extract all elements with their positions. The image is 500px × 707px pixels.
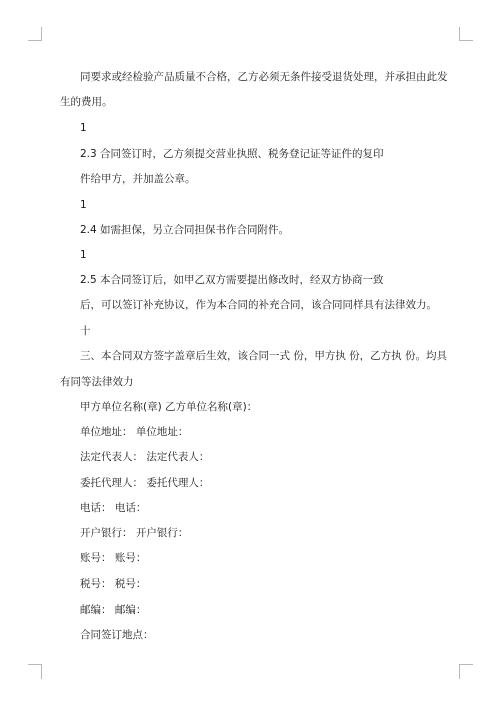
text-line-6: 1 bbox=[80, 199, 87, 211]
text-line-1: 同要求或经检验产品质量不合格，乙方必须无条件接受退货处理，并承担由此发 bbox=[80, 71, 448, 83]
text-line-2: 生的费用。 bbox=[60, 96, 113, 108]
text-line-10: 后，可以签订补充协议，作为本合同的补充合同，该合同同样具有法律效力。 bbox=[80, 299, 437, 311]
crop-mark-bottom-right bbox=[459, 664, 473, 679]
text-line-12: 三、本合同双方签字盖章后生效，该合同一式 份，甲方执 份，乙方执 份。均具 bbox=[80, 350, 448, 362]
text-line-16: 法定代表人： 法定代表人： bbox=[80, 451, 210, 463]
text-line-9: 2.5 本合同签订后，如甲乙双方需要提出修改时，经双方协商一致 bbox=[80, 274, 384, 286]
text-line-14: 甲方单位名称(章) 乙方单位名称(章)： bbox=[80, 401, 258, 413]
text-line-19: 开户银行： 开户银行： bbox=[80, 527, 189, 539]
text-line-11: 十 bbox=[80, 325, 91, 337]
crop-mark-top-right bbox=[459, 27, 473, 41]
text-line-13: 有同等法律效力 bbox=[60, 376, 134, 388]
text-line-15: 单位地址： 单位地址： bbox=[80, 426, 189, 438]
text-line-21: 税号： 税号： bbox=[80, 578, 147, 590]
text-line-18: 电话： 电话： bbox=[80, 502, 147, 514]
crop-mark-bottom-left bbox=[28, 664, 42, 679]
text-line-5: 件给甲方，并加盖公章。 bbox=[80, 173, 196, 185]
text-line-20: 账号： 账号： bbox=[80, 552, 147, 564]
text-line-23: 合同签订地点： bbox=[80, 629, 154, 641]
crop-mark-top-left bbox=[28, 27, 42, 41]
text-line-3: 1 bbox=[80, 122, 87, 134]
text-line-17: 委托代理人： 委托代理人： bbox=[80, 477, 210, 489]
text-line-4: 2.3 合同签订时，乙方须提交营业执照、税务登记证等证件的复印 bbox=[80, 148, 384, 160]
text-line-22: 邮编： 邮编： bbox=[80, 604, 147, 616]
text-line-8: 1 bbox=[80, 249, 87, 261]
text-line-7: 2.4 如需担保，另立合同担保书作合同附件。 bbox=[80, 224, 290, 236]
